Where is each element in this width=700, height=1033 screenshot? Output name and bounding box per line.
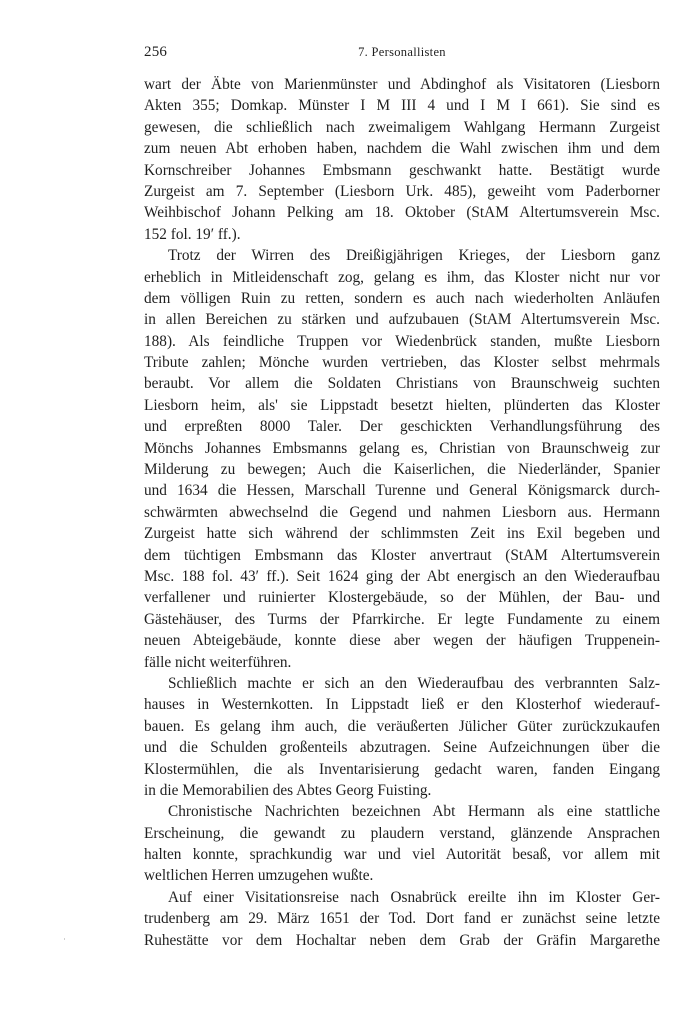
text-line: schwärmten abwechselnd die Gegend und nahmen Liesborn aus. Hermann: [144, 503, 660, 521]
text-line: 188). Als feindliche Truppen vor Wiedenbrück standen, mußte Liesborn: [144, 332, 660, 350]
text-line: Tribute zahlen; Mönche wurden vertrieben, das Kloster selbst mehrmals: [144, 354, 660, 372]
text-line: bauen. Es gelang ihm auch, die veräußerten Jülicher Güter zurückzukaufen: [144, 717, 660, 735]
text-line: in allen Bereichen zu stärken und aufzubauen (StAM Altertumsverein Msc.: [144, 311, 660, 329]
text-line: Zurgeist hatte sich während der schlimmsten Zeit ins Exil begeben und: [144, 525, 660, 543]
text-line: dem völligen Ruin zu retten, sondern es auch nach wiederholten Anläufen: [144, 289, 660, 307]
text-line: fälle nicht weiterführen.: [144, 653, 292, 671]
text-line: dem tüchtigen Embsmann das Kloster anvertraut (StAM Altertumsverein: [144, 546, 660, 564]
paragraph: [144, 245, 660, 673]
paragraph: [144, 887, 660, 951]
text-line: Ruhestätte vor dem Hochaltar neben dem Grab der Gräfin Margarethe: [144, 931, 660, 949]
text-line: Auf einer Visitationsreise nach Osnabrück ereilte ihn im Kloster Ger-: [168, 888, 660, 906]
text-line: und die Schulden großenteils abzutragen. Seine Aufzeichnungen über die: [144, 739, 660, 757]
text-line: Gästehäuser, des Turms der Pfarrkirche. Er legte Fundamente zu einem: [144, 610, 660, 628]
text-line: wart der Äbte von Marienmünster und Abdinghof als Visitatoren (Liesborn: [144, 76, 660, 93]
text-line: verfallener und ruinierter Klostergebäude, so der Mühlen, der Bau- und: [144, 589, 660, 607]
text-line: in die Memorabilien des Abtes Georg Fuisting.: [144, 781, 432, 799]
text-line: Akten 355; Domkap. Münster I M III 4 und I M I 661). Sie sind es: [144, 97, 660, 115]
page-number: 256: [144, 44, 168, 60]
text-line: trudenberg am 29. März 1651 der Tod. Dort fand er zunächst seine letzte: [144, 910, 660, 928]
text-line: 152 fol. 19′ ff.).: [144, 225, 241, 243]
text-line: halten konnte, sprachkundig war und viel Autorität besaß, vor allem mit: [144, 846, 660, 864]
text-line: Weihbischof Johann Pelking am 18. Oktober (StAM Altertumsverein Msc.: [144, 204, 660, 222]
text-line: weltlichen Herren umzugehen wußte.: [144, 867, 374, 885]
text-line: Msc. 188 fol. 43′ ff.). Seit 1624 ging der Abt energisch an den Wiederaufbau: [144, 567, 660, 585]
text-line: Zurgeist am 7. September (Liesborn Urk. 485), geweiht vom Paderborner: [144, 182, 660, 200]
text-line: gewesen, die schließlich nach zweimaligem Wahlgang Hermann Zurgeist: [144, 118, 660, 136]
page-header: [144, 44, 660, 66]
text-line: und 1634 die Hessen, Marschall Turenne und General Königsmarck durch-: [144, 482, 660, 500]
text-line: erheblich in Mitleidenschaft zog, gelang es ihm, das Kloster nicht nur vor: [144, 268, 660, 286]
text-line: neuen Abteigebäude, konnte diese aber wegen der häufigen Truppenein-: [144, 632, 660, 650]
text-line: beraubt. Vor allem die Soldaten Christians von Braunschweig suchten: [144, 375, 660, 393]
text-line: Mönchs Johannes Embsmanns gelang es, Christian von Braunschweig zur: [144, 439, 660, 457]
running-head: 7. Personallisten: [358, 45, 446, 59]
body-text: [144, 74, 660, 951]
scan-speck: [64, 938, 65, 940]
text-line: hauses in Westernkotten. In Lippstadt ließ er den Klosterhof wiederauf-: [144, 696, 660, 714]
text-line: Chronistische Nachrichten bezeichnen Abt Hermann als eine stattliche: [168, 803, 660, 821]
text-line: Trotz der Wirren des Dreißigjährigen Krieges, der Liesborn ganz: [168, 247, 660, 265]
text-line: Schließlich machte er sich an den Wiederaufbau des verbrannten Salz-: [168, 674, 660, 692]
text-line: Erscheinung, die gewandt zu plaudern verstand, glänzende Ansprachen: [144, 824, 660, 842]
text-line: und erpreßten 8000 Taler. Der geschickten Verhandlungsführung des: [144, 418, 660, 436]
paragraph: [144, 74, 660, 245]
text-line: Klostermühlen, die als Inventarisierung gedacht waren, fanden Eingang: [144, 760, 660, 778]
text-line: zum neuen Abt erhoben haben, nachdem die Wahl zwischen ihm und dem: [144, 140, 660, 158]
paragraph: [144, 801, 660, 887]
text-line: Kornschreiber Johannes Embsmann geschwankt hatte. Bestätigt wurde: [144, 161, 660, 179]
paragraph: [144, 673, 660, 801]
text-line: Liesborn heim, als' sie Lippstadt besetzt hielten, plünderten das Kloster: [144, 396, 660, 414]
text-line: Milderung zu bewegen; Auch die Kaiserlichen, die Niederländer, Spanier: [144, 461, 660, 479]
